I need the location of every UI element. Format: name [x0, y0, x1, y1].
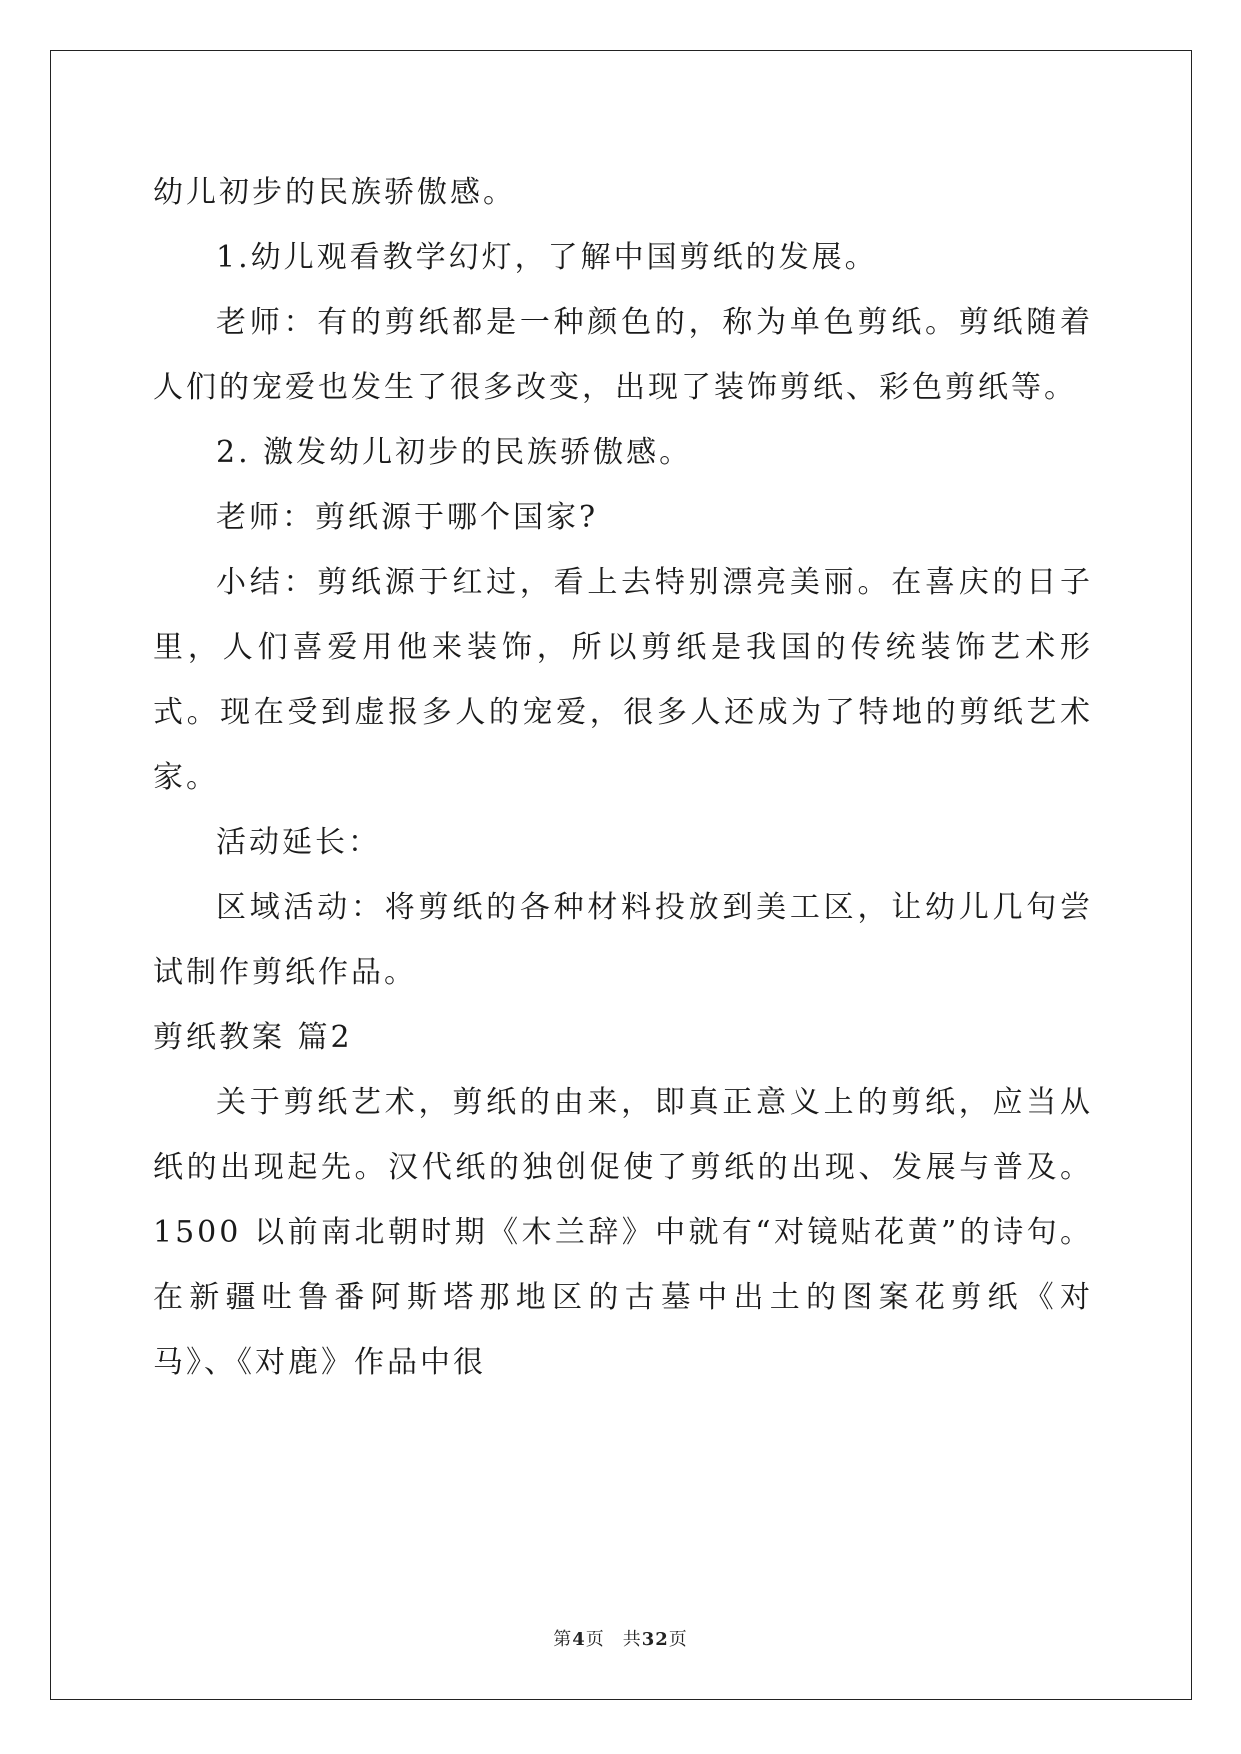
paragraph-6: 小结：剪纸源于红过，看上去特别漂亮美丽。在喜庆的日子里，人们喜爱用他来装饰，所以剪纸是我国的传统装饰艺术形式。现在受到虚报多人的宠爱，很多人还成为了特地的剪纸艺术家。: [153, 565, 1093, 795]
footer-total-pages: 32: [641, 1629, 669, 1650]
footer-total-suffix: 页: [668, 1629, 688, 1650]
paragraph-8: 区域活动：将剪纸的各种材料投放到美工区，让幼儿几句尝试制作剪纸作品。: [153, 890, 1093, 990]
footer-page-number: 4: [572, 1629, 586, 1650]
paragraph-3: 老师：有的剪纸都是一种颜色的，称为单色剪纸。剪纸随着人们的宠爱也发生了很多改变，出现了装饰剪纸、彩色剪纸等。: [153, 305, 1093, 405]
footer-total-prefix: 共: [622, 1629, 642, 1650]
page-footer: [0, 1625, 1241, 1651]
paragraph-9: 关于剪纸艺术，剪纸的由来，即真正意义上的剪纸，应当从纸的出现起先。汉代纸的独创促使了剪纸的出现、发展与普及。1500 以前南北朝时期《木兰辞》中就有“对镜贴花黄”的诗句。在新疆吐鲁番阿斯塔那地区的古墓中出土的图案花剪纸《对马》、《对鹿》作品中很: [153, 1085, 1093, 1380]
paragraph-4: 2. 激发幼儿初步的民族骄傲感。: [216, 435, 693, 470]
paragraph-2: 1.幼儿观看教学幻灯，了解中国剪纸的发展。: [216, 240, 878, 275]
paragraph-7: 活动延长：: [216, 825, 381, 860]
footer-prefix: 第: [553, 1629, 573, 1650]
footer-page-label: 页: [585, 1629, 605, 1650]
document-body: [153, 160, 1093, 1395]
section-heading: 剪纸教案 篇2: [153, 1020, 353, 1055]
paragraph-5: 老师：剪纸源于哪个国家?: [216, 500, 599, 535]
paragraph-1: 幼儿初步的民族骄傲感。: [153, 175, 516, 210]
